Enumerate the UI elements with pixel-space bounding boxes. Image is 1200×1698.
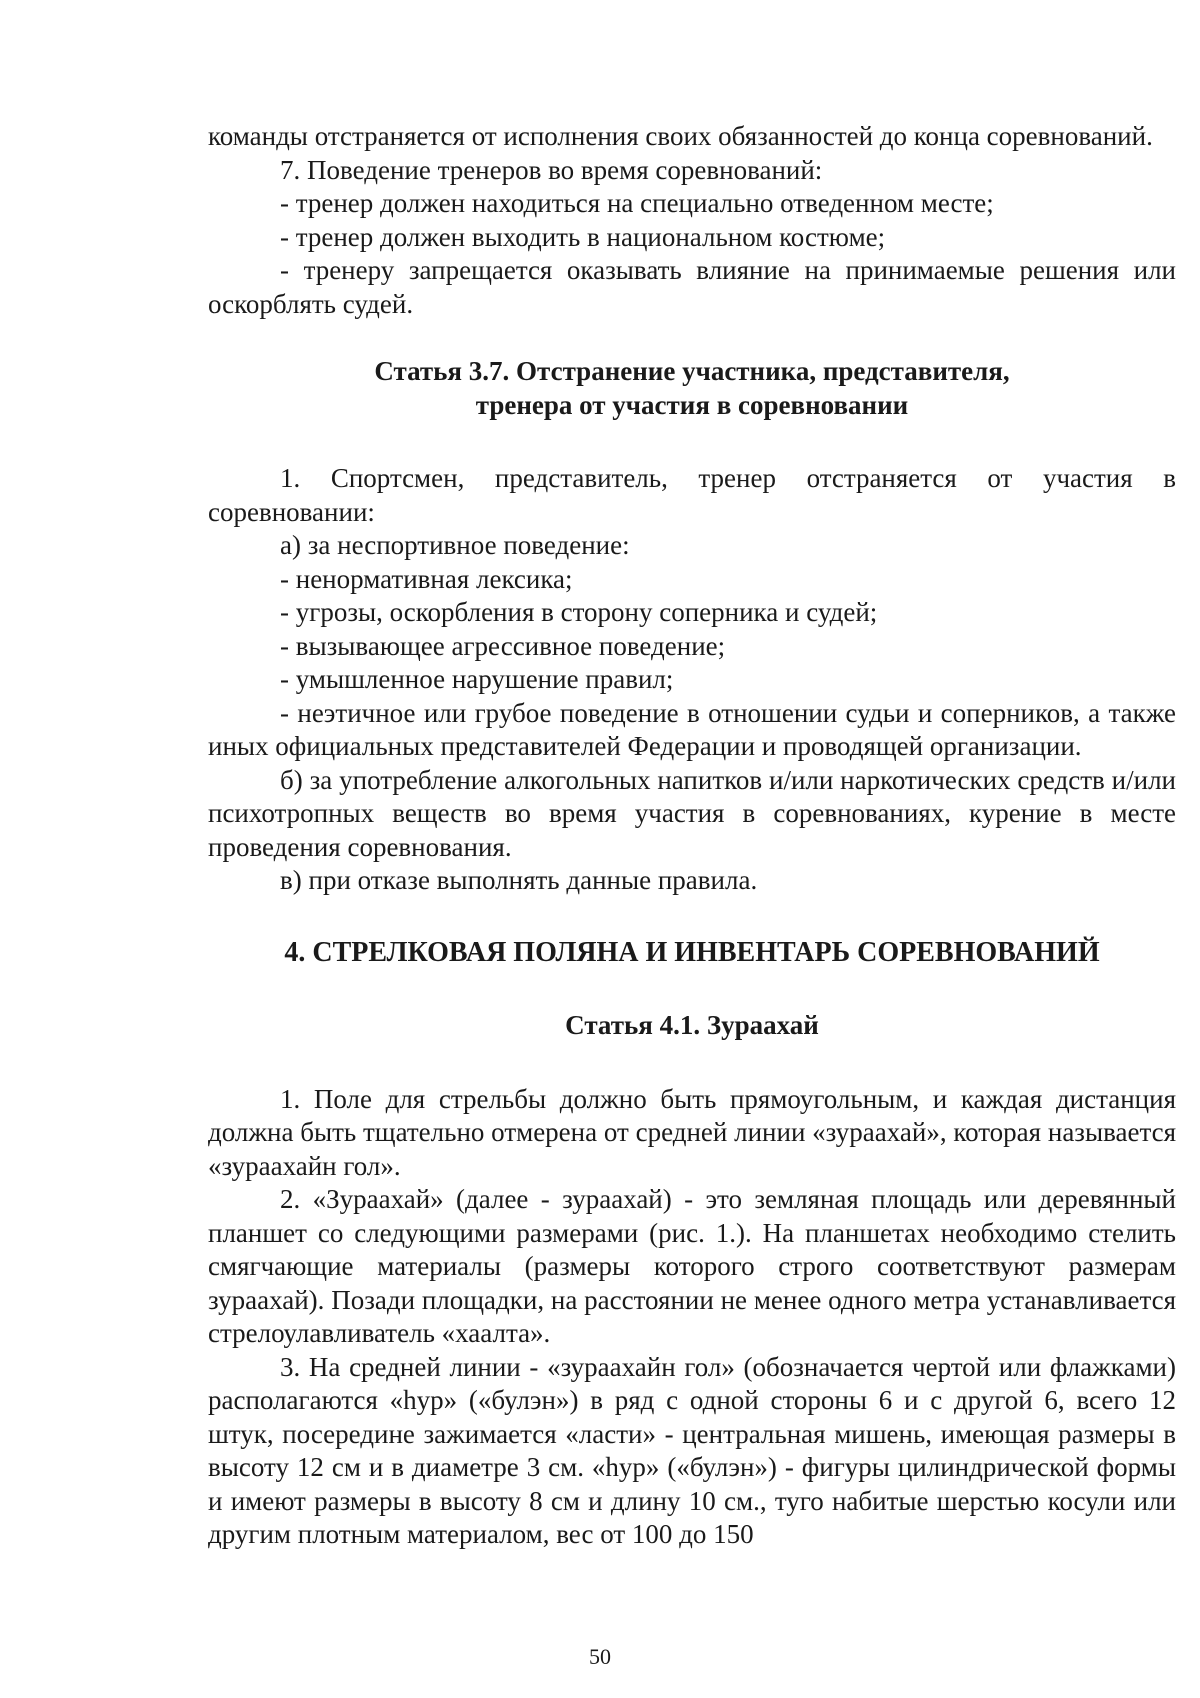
list-item: - тренер должен выходить в национальном костюме; bbox=[280, 221, 886, 252]
paragraph-continuation: команды отстраняется от исполнения своих обязанностей до конца соревнований. bbox=[208, 121, 1153, 151]
article-3-7-title-line1: Статья 3.7. Отстранение участника, представителя, bbox=[374, 356, 1010, 386]
list-item: - угрозы, оскорбления в сторону соперника и судей; bbox=[280, 597, 878, 627]
list-item: - неэтичное или грубое поведение в отношении судьи и соперников, а также иных официальных представителей Федерации и проводящей организации. bbox=[208, 697, 1176, 761]
list-item: - тренеру запрещается оказывать влияние на принимаемые решения или оскорблять судей. bbox=[208, 255, 1176, 319]
paragraph: 1. Спортсмен, представитель, тренер отстраняется от участия в соревновании: bbox=[208, 463, 1176, 527]
article-4-1-heading: Статья 4.1. Зураахай bbox=[565, 1010, 819, 1040]
list-item: а) за неспортивное поведение: bbox=[280, 530, 630, 560]
article-3-7-title-line2: тренера от участия в соревновании bbox=[475, 389, 909, 420]
list-item: - тренер должен находиться на специально отведенном месте; bbox=[280, 188, 994, 218]
list-item: - умышленное нарушение правил; bbox=[280, 664, 674, 694]
paragraph-coach-behavior: 7. Поведение тренеров во время соревнований: bbox=[280, 154, 823, 185]
page-number: 50 bbox=[589, 1644, 611, 1669]
list-item: - вызывающее агрессивное поведение; bbox=[280, 630, 726, 661]
list-item: - ненормативная лексика; bbox=[280, 563, 573, 594]
list-item: б) за употребление алкогольных напитков и/или наркотических средств и/или психотропных веществ во время участия в соревнованиях, курение в месте проведения соревнования. bbox=[208, 764, 1176, 862]
paragraph: 1. Поле для стрельбы должно быть прямоугольным, и каждая дистанция должна быть тщательно отмерена от средней линии «зураахай», которая называется «зураахайн гол». bbox=[208, 1083, 1176, 1181]
section-4-heading: 4. СТРЕЛКОВАЯ ПОЛЯНА И ИНВЕНТАРЬ СОРЕВНОВАНИЙ bbox=[284, 936, 1100, 968]
paragraph: 2. «Зураахай» (далее - зураахай) - это земляная площадь или деревянный планшет со следующими размерами (рис. 1.). На планшетах необходимо стелить смягчающие материалы (размеры которого строго соответствуют размерам зураахай). Позади площадки, на расстоянии не менее одного метра устанавливается стрелоулавливатель «хаалта». bbox=[208, 1184, 1176, 1348]
paragraph: 3. На средней линии - «зураахайн гол» (обозначается чертой или флажками) располагаются «һур» («булэн») в ряд с одной стороны 6 и с другой 6, всего 12 штук, посередине зажимается «ласти» - центральная мишень, имеющая размеры в высоту 12 см и в диаметре 3 см. «һур» («булэн») - фигуры цилиндрической формы и имеют размеры в высоту 8 см и длину 10 см., туго набитые шерстью косули или другим плотным материалом, вес от 100 до 150 bbox=[208, 1351, 1176, 1549]
page-content bbox=[208, 120, 1176, 1552]
list-item: в) при отказе выполнять данные правила. bbox=[280, 865, 758, 895]
article-3-7-heading bbox=[208, 355, 1176, 422]
